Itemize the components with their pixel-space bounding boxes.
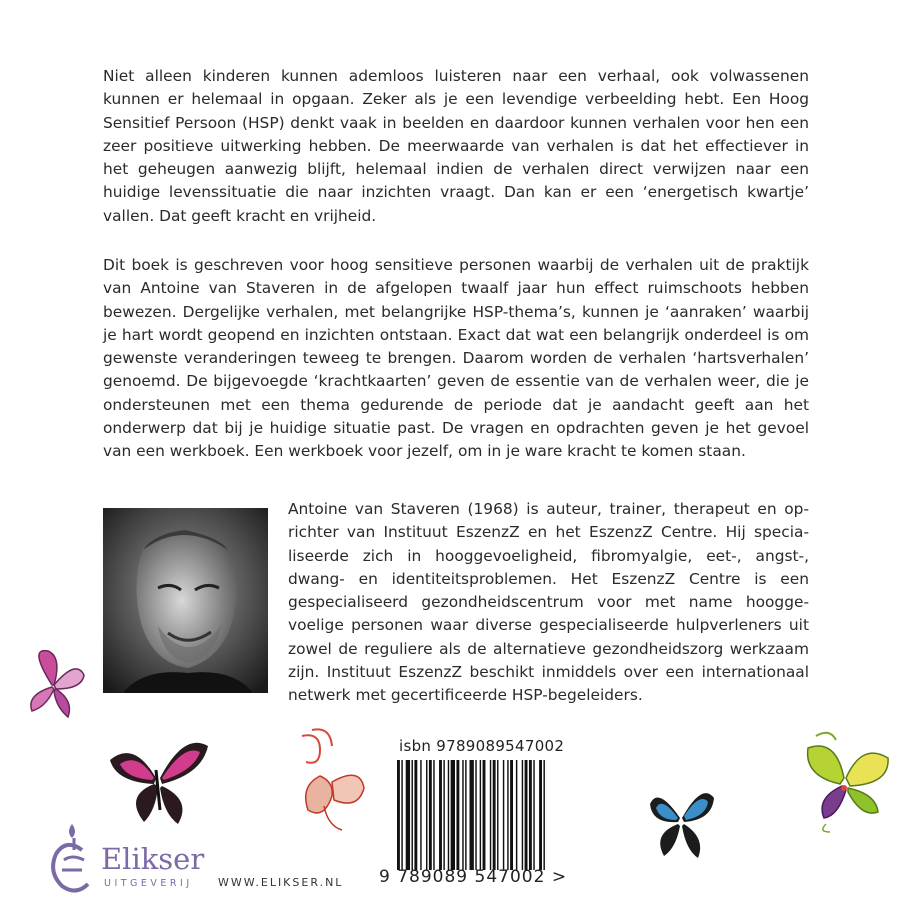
barcode-bar [490, 760, 491, 870]
publisher-logo [44, 820, 214, 900]
author-photo [103, 508, 268, 693]
publisher-subtitle: UITGEVERIJ [104, 878, 193, 889]
blue-butterfly-icon [640, 778, 722, 862]
barcode-bar [507, 760, 508, 870]
description-paragraph: Dit boek is geschreven voor hoog sensitieve personen waarbij de verhalen uit de praktijk van Antoine van Staveren in de afgelopen twaalf jaar hun effect ruimschoots hebben bewezen. Dergelijke verhalen, met belangrijke HSP-thema’s, kunnen je ‘aanraken’ waarbij je hart wordt geopend en inzichten ontstaan. Exact dat wat een belangrijk onderdeel is om gewenste veranderingen teweeg te brengen. Daarom worden de verhalen ‘hartsverhalen’ genoemd. De bijgevoegde ‘krachtkaarten’ geven de essentie van de verhalen weer, die je ondersteunen met een thema gedurende de periode dat je aandacht geeft aan het onderwerp dat bij je huidige situatie past. De vragen en opdrachten geven je het gevoel van een werkboek. Een werkboek voor jezelf, om in je ware kracht te komen staan. [103, 256, 809, 461]
barcode-bar [470, 760, 474, 870]
barcode-bar [462, 760, 463, 870]
isbn-barcode [397, 760, 581, 870]
barcode-bar [456, 760, 459, 870]
publisher-website: WWW.ELIKSER.NL [218, 876, 344, 889]
elikser-emblem-icon [44, 820, 100, 900]
barcode-bar [533, 760, 534, 870]
barcode-bar [412, 760, 413, 870]
isbn-label: isbn 9789089547002 [399, 737, 565, 755]
barcode-bar [426, 760, 427, 870]
barcode-bar [493, 760, 496, 870]
pink-butterfly-icon [18, 645, 90, 723]
publisher-name: Elikser [101, 842, 205, 876]
barcode-bar [429, 760, 432, 870]
magenta-butterfly-icon [104, 730, 214, 830]
barcode-bar [397, 760, 400, 870]
barcode-bar [414, 760, 417, 870]
barcode-bar [420, 760, 421, 870]
barcode-bar [443, 760, 444, 870]
barcode-bar [483, 760, 486, 870]
barcode-bar [465, 760, 466, 870]
barcode-bar [448, 760, 449, 870]
barcode-bar [543, 760, 544, 870]
barcode-bar [522, 760, 523, 870]
green-butterfly-icon [796, 728, 896, 838]
isbn-digits: 9 789089 547002 > [379, 867, 568, 887]
barcode-bar [529, 760, 532, 870]
barcode-bar [503, 760, 504, 870]
barcode-bar [439, 760, 442, 870]
barcode-bar [451, 760, 455, 870]
intro-paragraph: Niet alleen kinderen kunnen ademloos luisteren naar een verhaal, ook volwassenen kunnen er helemaal in opgaan. Zeker als je een levendige verbeelding hebt. Een Hoog Sensitief Persoon (HSP) denkt vaak in beelden en daardoor kunnen verhalen voor hen een zeer positieve uitwerking hebben. De meerwaarde van verhalen is dat het effectiever in het geheugen aanwezig blijft, helemaal indien de verhalen direct verwijzen naar een huidige levenssituatie die naar inzichten vraagt. Dan kan er een ‘energetisch kwartje’ vallen. Dat geeft kracht en vrijheid. [103, 67, 809, 225]
author-bio: Antoine van Staveren (1968) is auteur, trainer, therapeut en oprichter van Instituut EszenzZ en het EszenzZ Centre. Hij specialiseerde zich in hooggevoeligheid, fibromyalgie, eet-, angst-, dwang- en identiteitsproblemen. Het EszenzZ Centre is een gespecialiseerd gezondheidscentrum voor met name hooggevoelige personen waar diverse gespecialiseerde hulpverleners uit zowel de reguliere als de alternatieve gezondheidszorg werkzaam zijn. Instituut EszenzZ beschikt inmiddels over een internationaal netwerk met gecertificeerde HSP-begeleiders. [288, 500, 809, 705]
barcode-bar [401, 760, 402, 870]
barcode-bar [475, 760, 476, 870]
barcode-bar [497, 760, 498, 870]
barcode-bar [516, 760, 517, 870]
barcode-bar [510, 760, 513, 870]
barcode-bar [406, 760, 410, 870]
barcode-bar [433, 760, 434, 870]
red-swirl-butterfly-icon [290, 726, 370, 836]
barcode-bar [480, 760, 481, 870]
barcode-bar [525, 760, 528, 870]
barcode-bar [539, 760, 542, 870]
